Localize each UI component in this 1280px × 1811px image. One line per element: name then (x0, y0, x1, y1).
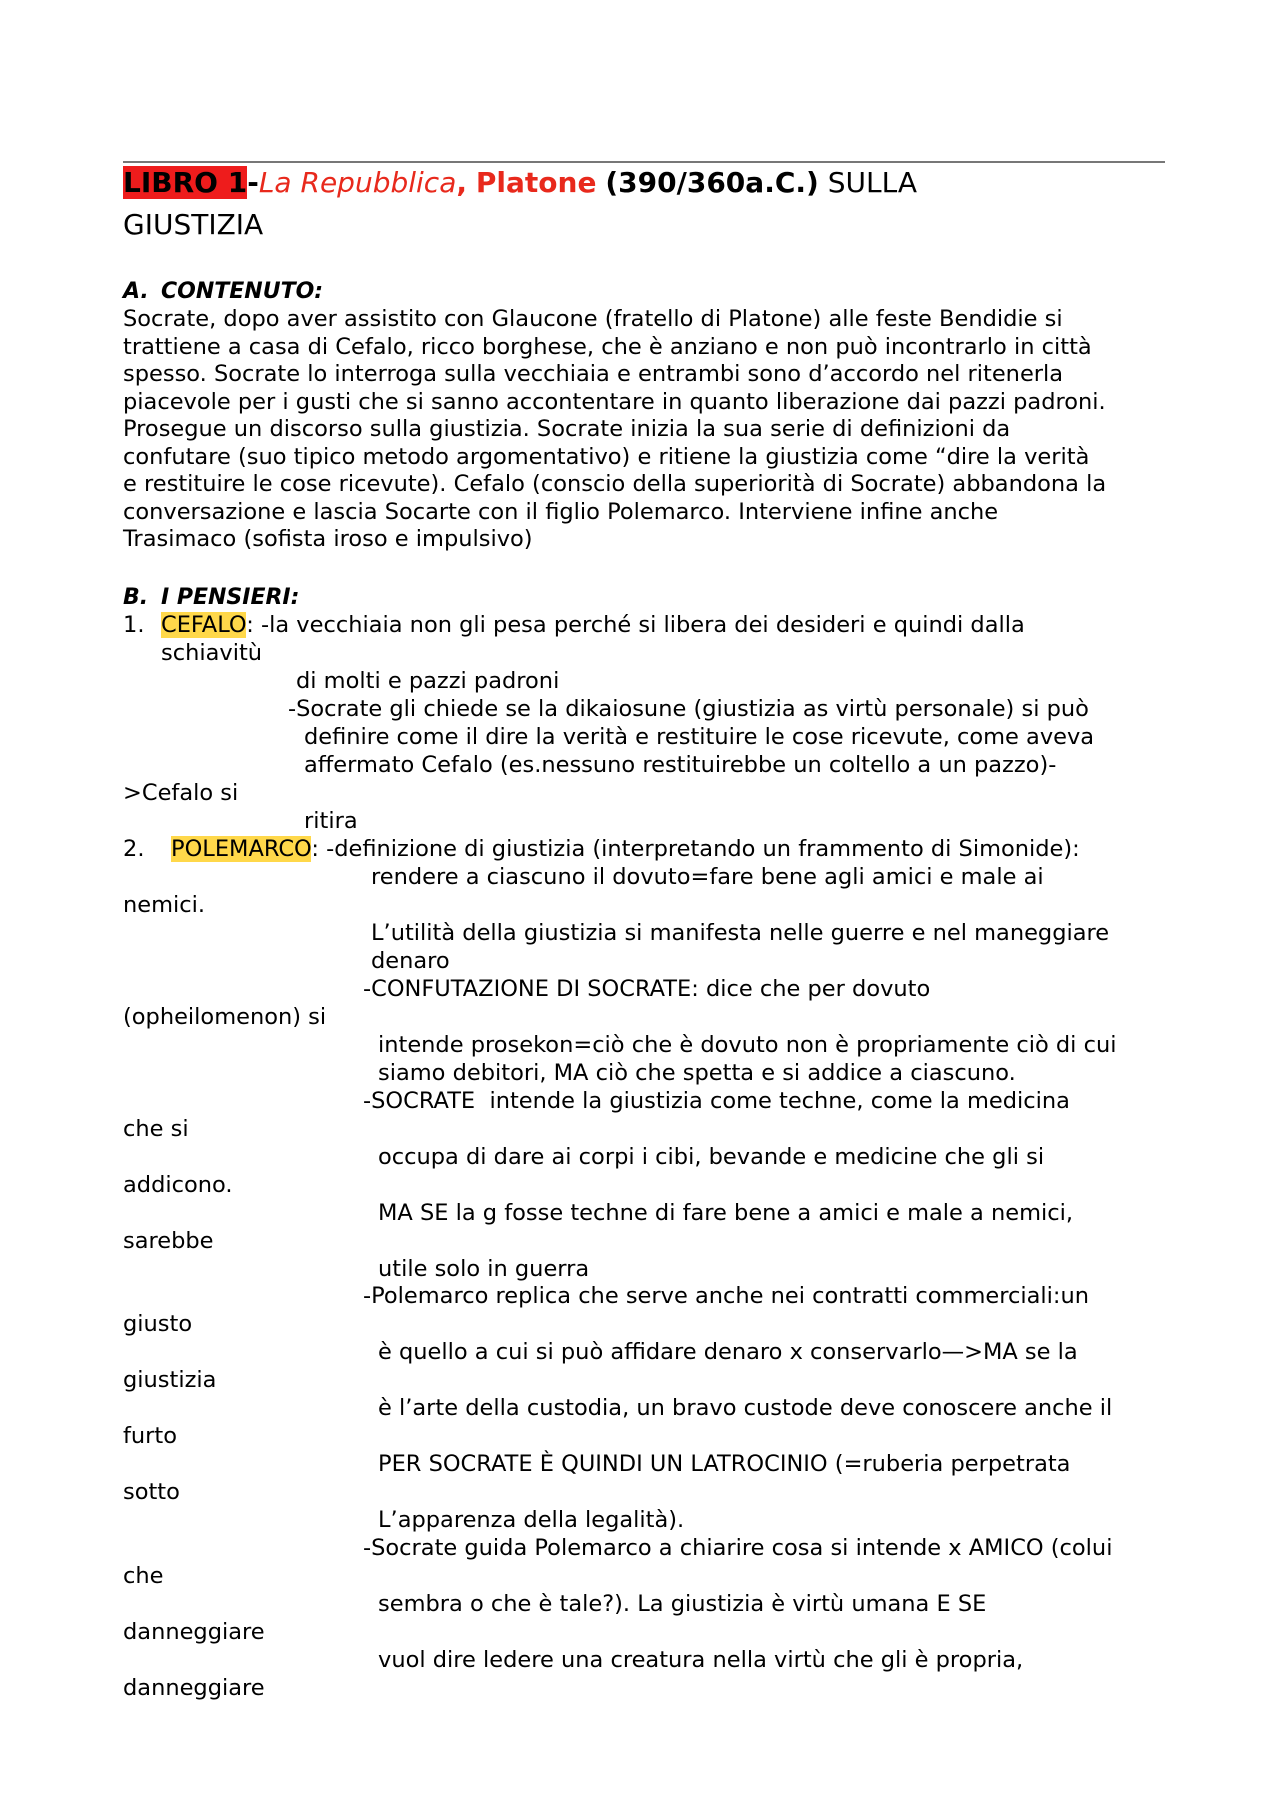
item2-line: siamo debitori, MA ciò che spetta e si addice a ciascuno. (378, 1060, 1016, 1086)
item1-line (161, 611, 1025, 639)
item2-line: vuol dire ledere una creatura nella virtù che gli è propria, (378, 1647, 1024, 1673)
item2-line: furto (123, 1423, 178, 1449)
item2-line: occupa di dare ai corpi i cibi, bevande e medicine che gli si (378, 1144, 1045, 1170)
section-b-heading (123, 584, 299, 612)
item2-line: -SOCRATE intende la giustizia come techne, come la medicina (363, 1088, 1070, 1114)
item1-line: schiavitù (161, 640, 263, 666)
item2-line: che si (123, 1116, 189, 1142)
section-a-line: Trasimaco (sofista iroso e impulsivo) (123, 526, 533, 552)
item2-number: 2. (123, 836, 145, 862)
title-dash: - (247, 166, 259, 199)
section-a-line: e restituire le cose ricevute). Cefalo (conscio della superiorità di Socrate) abbandona la (123, 471, 1107, 497)
item2-line: danneggiare (123, 1619, 265, 1645)
item2-line: nemici. (123, 892, 206, 918)
document-title (123, 162, 1183, 246)
item2-line (171, 835, 1080, 863)
item2-line: giustizia (123, 1367, 217, 1393)
item2-text: : -definizione di giustizia (interpretando un frammento di Simonide): (311, 836, 1080, 862)
item1-line: -Socrate gli chiede se la dikaiosune (giustizia as virtù personale) si può (288, 696, 1089, 722)
title-work: La Repubblica (258, 166, 457, 199)
title-rest-1: SULLA (818, 166, 917, 199)
item2-line: sembra o che è tale?). La giustizia è virtù umana E SE (378, 1591, 987, 1617)
item2-line: giusto (123, 1311, 193, 1337)
item2-line: è l’arte della custodia, un bravo custode deve conoscere anche il (378, 1395, 1113, 1421)
section-a-line: confutare (suo tipico metodo argomentativo) e ritiene la giustizia come “dire la verità (123, 443, 1090, 470)
item1-line: affermato Cefalo (es.nessuno restituirebbe un coltello a un pazzo)- (304, 752, 1057, 778)
item2-line: denaro (371, 948, 450, 974)
item2-line: è quello a cui si può affidare denaro x conservarlo—>MA se la (378, 1339, 1078, 1365)
item2-name: POLEMARCO (171, 836, 312, 862)
item2-line: addicono. (123, 1172, 233, 1198)
section-a-line: Socrate, dopo aver assistito con Glaucone (fratello di Platone) alle feste Bendidie si (123, 306, 1063, 332)
item2-line: danneggiare (123, 1675, 265, 1701)
item1-text: : -la vecchiaia non gli pesa perché si libera dei desideri e quindi dalla (246, 612, 1025, 638)
item2-line: -Polemarco replica che serve anche nei contratti commerciali:un (363, 1283, 1090, 1309)
item2-line: -Socrate guida Polemarco a chiarire cosa si intende x AMICO (colui (363, 1535, 1113, 1561)
item2-line: che (123, 1563, 164, 1589)
item2-line: -CONFUTAZIONE DI SOCRATE: dice che per dovuto (363, 976, 931, 1002)
item2-line: L’utilità della giustizia si manifesta nelle guerre e nel maneggiare (371, 920, 1110, 946)
item2-line: sotto (123, 1479, 180, 1505)
title-rest-2: GIUSTIZIA (123, 208, 264, 241)
item2-line: L’apparenza della legalità). (378, 1507, 685, 1533)
item2-line: sarebbe (123, 1228, 214, 1254)
section-a-paragraph (123, 306, 1183, 554)
item2-line: (opheilomenon) si (123, 1004, 327, 1030)
section-a-line: trattiene a casa di Cefalo, ricco borghese, che è anziano e non può incontrarlo in città (123, 333, 1092, 360)
title-date: (390/360a.C.) (605, 166, 819, 199)
item1-line: ritira (304, 808, 358, 834)
item1-number: 1. (123, 612, 145, 638)
item2-line: MA SE la g fosse techne di fare bene a amici e male a nemici, (378, 1200, 1074, 1226)
item1-line: >Cefalo si (123, 780, 239, 806)
section-a-line: conversazione e lascia Socarte con il figlio Polemarco. Interviene infine anche (123, 498, 999, 525)
item1-line: di molti e pazzi padroni (296, 668, 560, 694)
item1-line: definire come il dire la verità e restituire le cose ricevute, come aveva (304, 724, 1095, 750)
section-a-line: Prosegue un discorso sulla giustizia. Socrate inizia la sua serie di definizioni da (123, 416, 1011, 442)
section-a-heading (123, 278, 323, 306)
title-author: Platone (475, 166, 597, 199)
section-a-line: piacevole per i gusti che si sanno accontentare in quanto liberazione dai pazzi padroni. (123, 388, 1106, 415)
section-a-label: CONTENUTO: (161, 279, 324, 304)
title-libro: LIBRO 1 (123, 166, 248, 199)
section-a-letter: A. (123, 279, 149, 304)
title-comma: , (456, 166, 467, 199)
item1-name: CEFALO (161, 612, 247, 638)
item2-line: rendere a ciascuno il dovuto=fare bene agli amici e male ai (371, 864, 1044, 890)
item2-line: utile solo in guerra (378, 1256, 590, 1282)
section-a-line: spesso. Socrate lo interroga sulla vecchiaia e entrambi sono d’accordo nel ritenerla (123, 361, 1064, 387)
item2-line: intende prosekon=ciò che è dovuto non è propriamente ciò di cui (378, 1032, 1117, 1058)
section-b-label: I PENSIERI: (161, 585, 300, 610)
item2-line: PER SOCRATE È QUINDI UN LATROCINIO (=ruberia perpetrata (378, 1451, 1071, 1477)
section-b-letter: B. (123, 585, 149, 610)
